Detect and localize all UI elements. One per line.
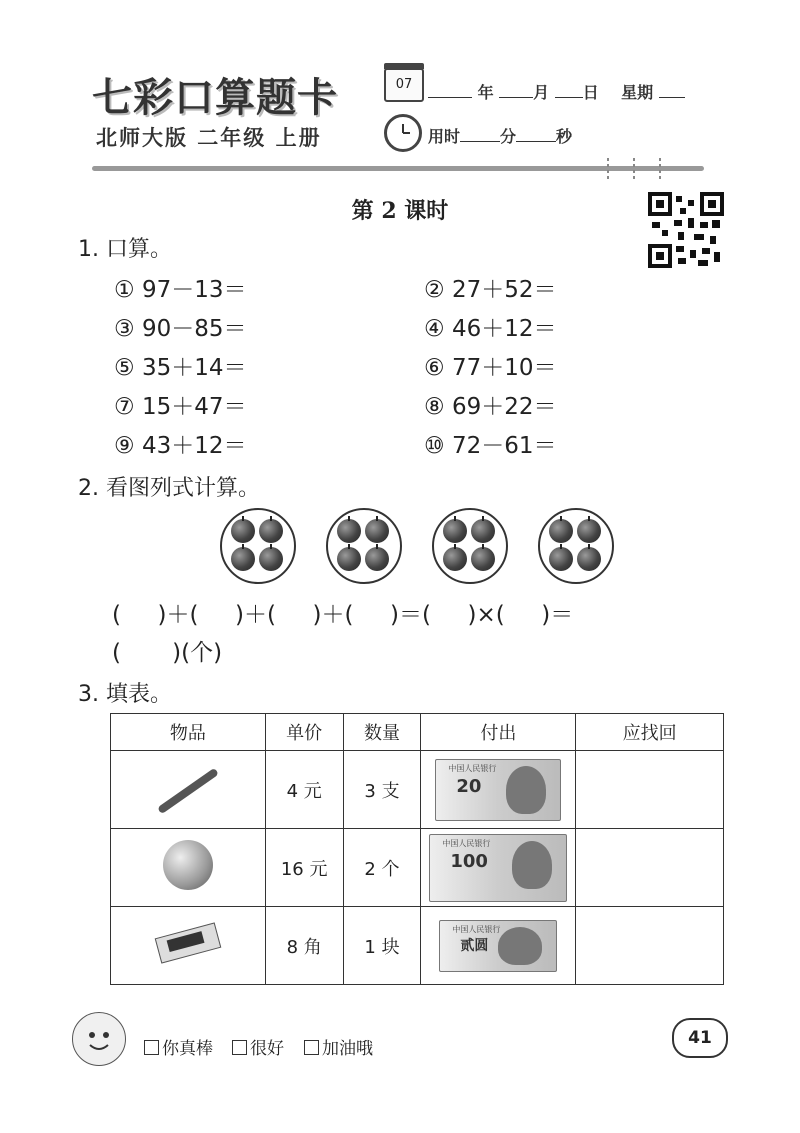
table-row — [111, 751, 724, 829]
ball-icon — [163, 840, 213, 890]
q1-item — [424, 427, 556, 460]
q1-title: 1. 口算。 — [78, 237, 172, 262]
item-number: ② — [424, 277, 445, 303]
q1-item — [114, 310, 246, 343]
item-expression: 72－61＝ — [451, 433, 557, 459]
item-cell — [111, 907, 266, 985]
quantity-cell: 1 块 — [343, 907, 421, 985]
month-label: 月 — [533, 83, 550, 102]
q1-item — [424, 388, 556, 421]
bank-label: 中国人民银行 — [452, 924, 501, 934]
apple-group — [538, 508, 614, 584]
q3-title: 3. 填表。 — [78, 682, 172, 707]
page-number: 41 — [672, 1018, 728, 1058]
quantity-cell: 2 个 — [343, 829, 421, 907]
item-expression: 77＋10＝ — [451, 355, 557, 381]
header-change: 应找回 — [576, 714, 724, 751]
item-number: ⑧ — [424, 394, 445, 420]
time-used-label: 用时 — [428, 127, 461, 146]
fill-table — [110, 713, 724, 985]
banknote-icon — [435, 759, 561, 821]
eraser-icon — [155, 922, 222, 963]
paid-cell — [421, 751, 576, 829]
header-quantity: 数量 — [343, 714, 421, 751]
apple-group — [326, 508, 402, 584]
item-expression: 15＋47＝ — [141, 394, 247, 420]
q1-item — [114, 427, 246, 460]
item-cell — [111, 751, 266, 829]
rating-option[interactable] — [232, 1034, 284, 1059]
checkbox[interactable] — [232, 1040, 247, 1055]
change-answer-cell[interactable] — [576, 829, 724, 907]
apple-icon — [231, 547, 255, 571]
apple-icon — [549, 519, 573, 543]
header-paid: 付出 — [421, 714, 576, 751]
apple-icon — [549, 547, 573, 571]
header-price: 单价 — [265, 714, 343, 751]
checkbox[interactable] — [304, 1040, 319, 1055]
item-expression: 35＋14＝ — [141, 355, 247, 381]
q1-item — [114, 349, 246, 382]
item-number: ⑥ — [424, 355, 445, 381]
clock-icon — [384, 114, 422, 152]
apple-icon — [443, 519, 467, 543]
checkbox[interactable] — [144, 1040, 159, 1055]
item-number: ① — [114, 277, 135, 303]
q1-item — [114, 271, 246, 304]
price-cell: 8 角 — [265, 907, 343, 985]
q2-title: 2. 看图列式计算。 — [78, 476, 260, 501]
rating-option[interactable] — [144, 1034, 213, 1059]
table-header-row — [111, 714, 724, 751]
brand-title: 七彩口算题卡 — [92, 74, 338, 121]
q1-item — [114, 388, 246, 421]
apple-icon — [259, 547, 283, 571]
apple-group — [432, 508, 508, 584]
bill-denomination: 20 — [456, 775, 482, 797]
rating-label: 你真棒 — [162, 1039, 213, 1059]
pen-icon — [157, 768, 219, 815]
apple-icon — [259, 519, 283, 543]
item-expression: 27＋52＝ — [451, 277, 557, 303]
item-number: ⑦ — [114, 394, 135, 420]
rating-option[interactable] — [304, 1034, 373, 1059]
calendar-icon: 07 — [384, 68, 424, 102]
portrait-icon — [498, 927, 542, 965]
apple-icon — [577, 519, 601, 543]
q1-item — [424, 310, 556, 343]
day-label: 日 — [582, 83, 599, 102]
rating-label: 加油哦 — [322, 1039, 373, 1059]
change-answer-cell[interactable] — [576, 751, 724, 829]
minute-label: 分 — [500, 127, 517, 146]
item-number: ④ — [424, 316, 445, 342]
second-label: 秒 — [556, 127, 573, 146]
lesson-title: 第 2 课时 — [351, 198, 449, 224]
paid-cell — [421, 829, 576, 907]
quantity-cell: 3 支 — [343, 751, 421, 829]
edition-label: 北师大版 二年级 上册 — [96, 126, 322, 150]
apple-icon — [471, 547, 495, 571]
bank-label: 中国人民银行 — [442, 838, 491, 848]
bill-denomination: 100 — [450, 850, 488, 872]
q1-item — [424, 271, 556, 304]
apple-icon — [231, 519, 255, 543]
apple-icon — [471, 519, 495, 543]
header-item: 物品 — [111, 714, 266, 751]
date-line — [428, 80, 685, 103]
item-expression: 43＋12＝ — [141, 433, 247, 459]
bill-denomination: 贰圆 — [460, 937, 489, 954]
item-number: ⑨ — [114, 433, 135, 459]
item-expression: 97－13＝ — [141, 277, 247, 303]
banknote-icon — [429, 834, 567, 902]
item-expression: 46＋12＝ — [451, 316, 557, 342]
item-number: ⑤ — [114, 355, 135, 381]
price-cell: 4 元 — [265, 751, 343, 829]
item-expression: 90－85＝ — [141, 316, 247, 342]
apple-icon — [365, 547, 389, 571]
q2-equation-row2: ( )(个) — [112, 640, 223, 666]
portrait-icon — [506, 766, 546, 814]
paid-cell — [421, 907, 576, 985]
table-row — [111, 829, 724, 907]
portrait-icon — [512, 841, 552, 889]
q1-item — [424, 349, 556, 382]
time-line — [428, 124, 572, 147]
banknote-icon — [439, 920, 557, 972]
apple-group — [220, 508, 296, 584]
apple-icon — [337, 519, 361, 543]
q2-equation-row1: ( )＋( )＋( )＋( )＝( )×( )＝ — [112, 602, 574, 628]
bank-label: 中国人民银行 — [448, 763, 497, 773]
qr-code-icon — [648, 192, 724, 268]
apple-icon — [337, 547, 361, 571]
change-answer-cell[interactable] — [576, 907, 724, 985]
rule-knots-icon — [598, 156, 678, 184]
apple-icon — [577, 547, 601, 571]
apple-icon — [365, 519, 389, 543]
table-row — [111, 907, 724, 985]
item-number: ③ — [114, 316, 135, 342]
item-expression: 69＋22＝ — [451, 394, 557, 420]
item-cell — [111, 829, 266, 907]
rating-label: 很好 — [250, 1039, 284, 1059]
item-number: ⑩ — [424, 433, 445, 459]
price-cell: 16 元 — [265, 829, 343, 907]
weekday-label: 星期 — [621, 83, 654, 102]
year-label: 年 — [477, 83, 494, 102]
apple-icon — [443, 547, 467, 571]
mascot-icon — [72, 1012, 126, 1066]
